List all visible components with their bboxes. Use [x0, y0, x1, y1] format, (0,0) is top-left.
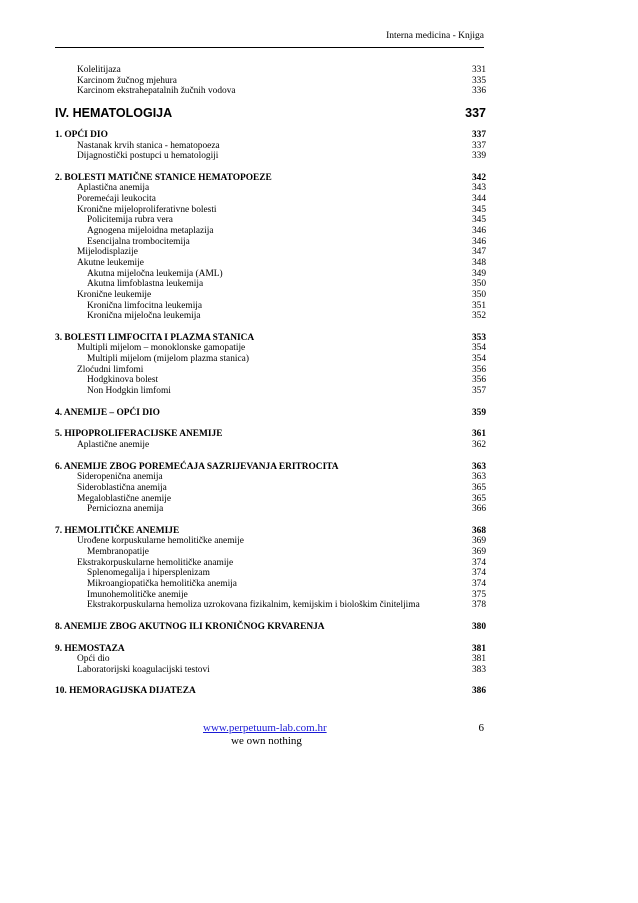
toc-entry-page: 378	[471, 600, 486, 611]
toc-entry-label: Ekstrakorpuskularna hemoliza uzrokovana fizikalnim, kemijskim i biološkim činiteljima	[87, 600, 420, 611]
toc-entry[interactable]	[55, 365, 486, 376]
toc-subentry[interactable]	[55, 215, 486, 226]
toc-entry-label: Dijagnostički postupci u hematologiji	[77, 151, 219, 162]
toc-entry-label: Sideropenična anemija	[77, 472, 163, 483]
spacer	[55, 675, 486, 686]
toc-entry-label: Non Hodgkin limfomi	[87, 386, 171, 397]
toc-entry-page: 374	[471, 557, 486, 568]
section-page: 368	[471, 525, 486, 536]
section-heading[interactable]	[55, 686, 486, 697]
toc-entry-label: Aplastične anemije	[77, 439, 150, 450]
toc-entry[interactable]	[55, 290, 486, 301]
toc-entry-page: 369	[471, 536, 486, 547]
section-heading[interactable]	[55, 130, 486, 141]
running-header: Interna medicina - Knjiga	[386, 31, 484, 41]
toc-entry-label: Zloćudni limfomi	[77, 364, 144, 375]
toc-entry-label: Poremećaji leukocita	[77, 194, 156, 205]
toc-entry-page: 346	[471, 236, 486, 247]
toc-entry-page: 348	[471, 257, 486, 268]
section-page: 381	[471, 643, 486, 654]
toc-entry-label: Imunohemolitičke anemije	[87, 589, 188, 600]
toc-subentry[interactable]	[55, 279, 486, 290]
toc-entry-label: Perniciozna anemija	[87, 504, 164, 515]
toc-entry-label: Multipli mijelom – monoklonske gamopatije	[77, 343, 246, 354]
toc-entry[interactable]	[55, 665, 486, 676]
toc-entry-label: Urođene korpuskularne hemolitičke anemije	[77, 536, 244, 547]
toc-entry-page: 357	[471, 386, 486, 397]
toc-entry-page: 375	[471, 589, 486, 600]
toc-entry-page: 350	[471, 289, 486, 300]
toc-entry-label: Kolelitijaza	[77, 65, 121, 75]
toc-entry-page: 345	[471, 204, 486, 215]
toc-entry-label: Esencijalna trombocitemija	[87, 236, 190, 247]
toc-subentry[interactable]	[55, 547, 486, 558]
section-heading[interactable]	[55, 526, 486, 537]
part-heading[interactable]	[55, 106, 486, 120]
toc-entry-page: 339	[471, 151, 486, 162]
toc-entry-label: Policitemija rubra vera	[87, 215, 173, 226]
toc-subentry[interactable]	[55, 311, 486, 322]
page-number: 6	[478, 722, 484, 734]
toc-entry-page: 363	[471, 472, 486, 483]
section-title: 3. BOLESTI LIMFOCITA I PLAZMA STANICA	[55, 332, 255, 343]
toc-subentry[interactable]	[55, 600, 486, 611]
toc-entry-label: Membranopatije	[87, 547, 149, 558]
toc-entry-page: 383	[471, 664, 486, 675]
toc-entry-label: Laboratorijski koagulacijski testovi	[77, 664, 210, 675]
section-title: 2. BOLESTI MATIČNE STANICE HEMATOPOEZE	[55, 172, 272, 183]
section-page: 337	[471, 129, 486, 140]
toc-entry[interactable]	[55, 536, 486, 547]
section-heading[interactable]	[55, 429, 486, 440]
toc-entry-label: Hodgkinova bolest	[87, 375, 159, 386]
toc-entry[interactable]	[55, 654, 486, 665]
spacer	[55, 611, 486, 622]
toc-entry-label: Splenomegalija i hipersplenizam	[87, 568, 210, 579]
toc-subentry[interactable]	[55, 590, 486, 601]
toc-entry-page: 345	[471, 215, 486, 226]
spacer	[55, 451, 486, 462]
toc-entry-page: 337	[471, 140, 486, 151]
toc-entry[interactable]	[55, 440, 486, 451]
toc-entry-page: 352	[471, 311, 486, 322]
header-rule	[55, 47, 484, 48]
toc-entry-label: Agnogena mijeloidna metaplazija	[87, 226, 214, 237]
section-page: 353	[471, 332, 486, 343]
toc-entry[interactable]	[55, 343, 486, 354]
toc-entry-label: Aplastična anemija	[77, 183, 150, 194]
toc-entry[interactable]	[55, 258, 486, 269]
toc-entry-label: Mijelodisplazije	[77, 247, 138, 258]
toc-entry-page: 369	[471, 547, 486, 558]
section-heading[interactable]	[55, 622, 486, 633]
toc-entry-label: Kronične leukemije	[77, 289, 152, 300]
section-page: 359	[471, 407, 486, 418]
toc-subentry[interactable]	[55, 269, 486, 280]
toc-subentry[interactable]	[55, 354, 486, 365]
section-page: 380	[471, 621, 486, 632]
footer-tagline: we own nothing	[231, 735, 302, 747]
toc-entry[interactable]	[55, 247, 486, 258]
toc-subentry[interactable]	[55, 568, 486, 579]
spacer	[55, 397, 486, 408]
toc-entry[interactable]	[55, 65, 486, 76]
toc-entry-page: 336	[471, 86, 486, 97]
spacer	[55, 515, 486, 526]
toc-entry-page: 344	[471, 194, 486, 205]
toc-entry-label: Opći dio	[77, 654, 110, 665]
toc-subentry[interactable]	[55, 301, 486, 312]
section-title: 6. ANEMIJE ZBOG POREMEĆAJA SAZRIJEVANJA ERITROCITA	[55, 461, 339, 472]
toc-entry-label: Akutna limfoblastna leukemija	[87, 279, 204, 290]
spacer	[55, 322, 486, 333]
toc-entry-label: Sideroblastična anemija	[77, 482, 167, 493]
section-title: 1. OPĆI DIO	[55, 129, 108, 140]
spacer	[55, 162, 486, 173]
toc-subentry[interactable]	[55, 386, 486, 397]
section-title: 8. ANEMIJE ZBOG AKUTNOG ILI KRONIČNOG KRVARENJA	[55, 621, 325, 632]
toc-entry[interactable]	[55, 558, 486, 569]
section-page: 361	[471, 429, 486, 440]
section-page: 386	[471, 686, 486, 697]
toc-entry-page: 374	[471, 568, 486, 579]
section-title: 10. HEMORAGIJSKA DIJATEZA	[55, 686, 196, 697]
toc-subentry[interactable]	[55, 226, 486, 237]
toc-subentry[interactable]	[55, 375, 486, 386]
part-title: IV. HEMATOLOGIJA	[55, 105, 173, 120]
toc-entry-label: Nastanak krvih stanica - hematopoeza	[77, 140, 220, 151]
toc-entry-label: Kronična mijeločna leukemija	[87, 311, 201, 322]
toc-entry[interactable]	[55, 483, 486, 494]
toc-entry-page: 350	[471, 279, 486, 290]
toc-entry-label: Megaloblastične anemije	[77, 493, 171, 504]
toc-subentry[interactable]	[55, 504, 486, 515]
section-title: 9. HEMOSTAZA	[55, 643, 125, 654]
part-page: 337	[465, 105, 486, 120]
footer-link[interactable]: www.perpetuum-lab.com.hr	[203, 722, 327, 734]
section-title: 7. HEMOLITIČKE ANEMIJE	[55, 525, 180, 536]
toc-entry-page: 331	[471, 65, 486, 75]
toc-entry-page: 381	[471, 654, 486, 665]
toc-entry-page: 347	[471, 247, 486, 258]
toc-entry-page: 354	[471, 343, 486, 354]
toc-entry-label: Karcinom žučnog mjehura	[77, 75, 177, 86]
toc-entry-label: Akutne leukemije	[77, 257, 144, 268]
toc-entry[interactable]	[55, 183, 486, 194]
toc-entry[interactable]	[55, 141, 486, 152]
section-title: 4. ANEMIJE – OPĆI DIO	[55, 407, 160, 418]
toc-entry-label: Ekstrakorpuskularne hemolitičke anamije	[77, 557, 234, 568]
table-of-contents	[55, 65, 486, 697]
toc-entry-page: 346	[471, 226, 486, 237]
section-heading[interactable]	[55, 462, 486, 473]
section-page: 363	[471, 461, 486, 472]
toc-entry-page: 349	[471, 268, 486, 279]
toc-entry-page: 374	[471, 578, 486, 589]
toc-entry-label: Kronične mijeloproliferativne bolesti	[77, 204, 217, 215]
toc-entry-page: 356	[471, 364, 486, 375]
toc-entry-label: Kronična limfocitna leukemija	[87, 300, 203, 311]
toc-entry-label: Karcinom ekstrahepatalnih žučnih vodova	[77, 86, 236, 97]
toc-entry[interactable]	[55, 472, 486, 483]
section-heading[interactable]	[55, 644, 486, 655]
toc-entry-page: 362	[471, 439, 486, 450]
toc-entry-label: Akutna mijeločna leukemija (AML)	[87, 268, 223, 279]
toc-entry[interactable]	[55, 151, 486, 162]
section-page: 342	[471, 172, 486, 183]
toc-entry-page: 351	[471, 300, 486, 311]
toc-entry-page: 354	[471, 354, 486, 365]
section-heading[interactable]	[55, 173, 486, 184]
toc-entry[interactable]	[55, 76, 486, 87]
toc-entry[interactable]	[55, 194, 486, 205]
toc-subentry[interactable]	[55, 237, 486, 248]
section-heading[interactable]	[55, 333, 486, 344]
toc-entry-page: 365	[471, 482, 486, 493]
toc-entry[interactable]	[55, 494, 486, 505]
toc-entry-page: 365	[471, 493, 486, 504]
toc-entry-page: 343	[471, 183, 486, 194]
section-title: 5. HIPOPROLIFERACIJSKE ANEMIJE	[55, 429, 223, 440]
spacer	[55, 633, 486, 644]
toc-entry-page: 335	[471, 75, 486, 86]
toc-entry-label: Mikroangiopatička hemolitička anemija	[87, 578, 237, 589]
toc-subentry[interactable]	[55, 579, 486, 590]
toc-entry-label: Multipli mijelom (mijelom plazma stanica)	[87, 354, 249, 365]
toc-entry[interactable]	[55, 86, 486, 97]
toc-entry[interactable]	[55, 205, 486, 216]
spacer	[55, 418, 486, 429]
toc-entry-page: 356	[471, 375, 486, 386]
toc-entry-page: 366	[471, 504, 486, 515]
section-heading[interactable]	[55, 408, 486, 419]
